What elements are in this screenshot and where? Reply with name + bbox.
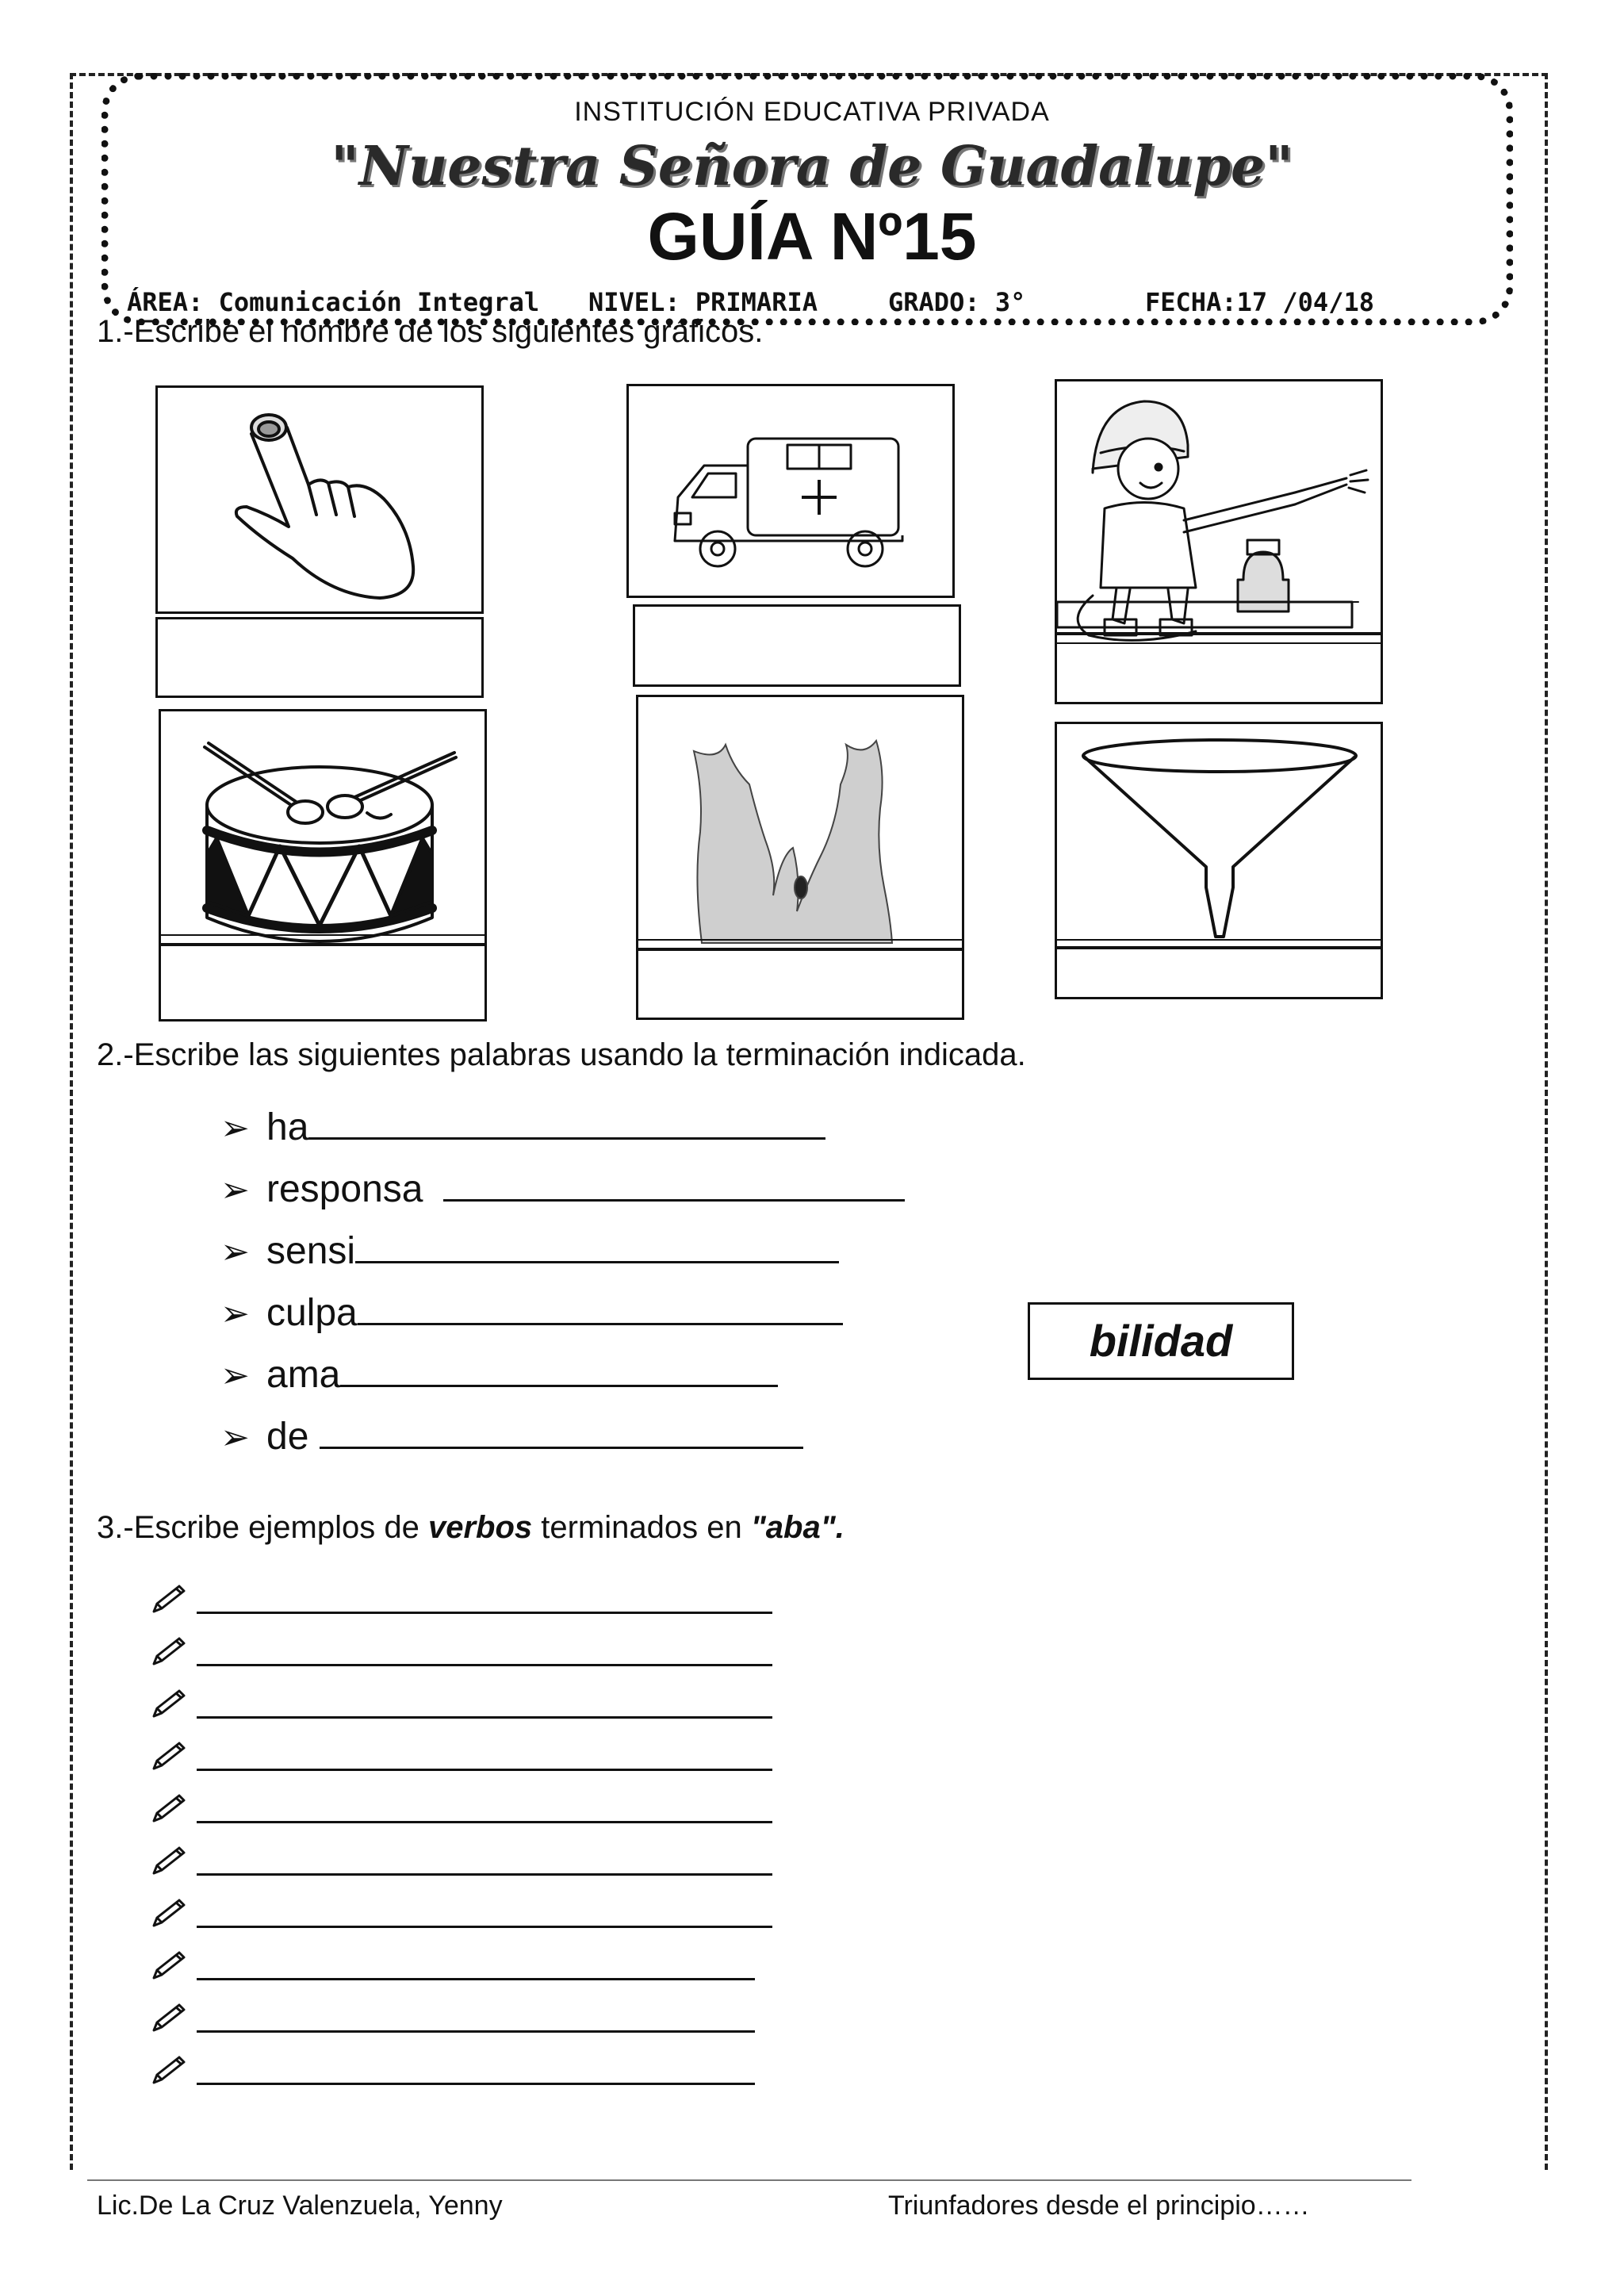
word-stem: culpa [266, 1292, 358, 1334]
verb-answer-row [149, 1634, 187, 1673]
pencil-icon [149, 1791, 187, 1826]
pencil-icon [149, 1686, 187, 1721]
area-label: ÁREA: Comunicación Integral [127, 287, 540, 317]
arrow-bullet-icon: ➢ [220, 1294, 250, 1333]
word-stem: ama [266, 1354, 341, 1396]
pencil-icon [149, 2053, 187, 2087]
verb-answer-row [149, 1948, 187, 1987]
suffix-box: bilidad [1028, 1302, 1294, 1380]
pencil-icon [149, 1948, 187, 1983]
verb-answer-row [149, 2053, 187, 2092]
answer-line[interactable] [358, 1291, 843, 1325]
footer-divider [87, 2179, 1411, 2181]
verb-answer-row [149, 1791, 187, 1830]
verb-answer-row [149, 1895, 187, 1935]
answer-line[interactable] [197, 1978, 755, 1980]
school-name: "Nuestra Señora de Guadalupe" [331, 135, 1293, 198]
answer-box-1[interactable] [155, 617, 484, 698]
picture-hand [155, 385, 484, 614]
funnel-icon [1057, 724, 1381, 997]
picture-ambulance [626, 384, 955, 598]
pencil-icon [149, 1843, 187, 1878]
question-3-text: 3.-Escribe ejemplos de [97, 1510, 428, 1545]
guide-title: GUÍA Nº15 [647, 199, 977, 274]
date-label: FECHA:17 /04/18 [1145, 287, 1374, 317]
answer-box-2[interactable] [633, 604, 961, 687]
answer-line[interactable] [197, 1664, 772, 1666]
word-stem: de [266, 1416, 309, 1458]
picture-firefighter [1055, 379, 1383, 704]
word-row-responsa [220, 1167, 905, 1211]
answer-line[interactable] [340, 1353, 778, 1387]
arrow-bullet-icon: ➢ [220, 1418, 250, 1457]
verb-answer-row [149, 1843, 187, 1883]
answer-line[interactable] [197, 1769, 772, 1771]
pencil-icon [149, 1738, 187, 1773]
answer-line[interactable] [320, 1415, 803, 1449]
answer-line[interactable] [197, 2030, 755, 2033]
answer-line[interactable] [197, 1612, 772, 1614]
answer-line[interactable] [355, 1229, 839, 1263]
answer-line[interactable] [443, 1167, 905, 1202]
picture-drum [159, 709, 487, 1022]
question-2-prompt: 2.-Escribe las siguientes palabras usando la terminación indicada. [97, 1037, 1026, 1072]
word-row-culpa [220, 1291, 843, 1335]
pencil-icon [149, 2000, 187, 2035]
arrow-bullet-icon: ➢ [220, 1232, 250, 1271]
question-1-prompt: 1.-Escribe el nombre de los siguientes gráficos. [97, 314, 764, 349]
pencil-icon [149, 1895, 187, 1930]
verb-answer-row [149, 2000, 187, 2040]
arrow-bullet-icon: ➢ [220, 1109, 250, 1148]
firefighter-icon [1057, 381, 1381, 702]
picture-funnel [1055, 722, 1383, 999]
word-row-ama [220, 1353, 778, 1397]
verb-answer-row [149, 1738, 187, 1778]
footer-motto: Triunfadores desde el principio…… [888, 2191, 1310, 2221]
arrow-bullet-icon: ➢ [220, 1171, 250, 1209]
word-stem: ha [266, 1106, 309, 1148]
verb-answer-row [149, 1686, 187, 1726]
word-row-sensi [220, 1229, 839, 1273]
drum-icon [161, 711, 485, 1019]
answer-line[interactable] [197, 1821, 772, 1823]
ambulance-icon [629, 386, 952, 596]
question-3-text-mid: terminados en [532, 1510, 751, 1545]
verb-answer-row [149, 1581, 187, 1621]
institution-label: INSTITUCIÓN EDUCATIVA PRIVADA [574, 97, 1050, 127]
word-row-ha [220, 1106, 825, 1149]
question-3-ending: "aba". [750, 1510, 845, 1545]
pencil-icon [149, 1634, 187, 1669]
word-row-de [220, 1415, 803, 1458]
answer-line[interactable] [197, 2083, 755, 2085]
hand-pointing-icon [158, 388, 481, 611]
word-stem: responsa [266, 1168, 423, 1210]
footer-author: Lic.De La Cruz Valenzuela, Yenny [97, 2191, 503, 2221]
answer-line[interactable] [197, 1926, 772, 1928]
answer-line[interactable] [197, 1716, 772, 1719]
level-label: NIVEL: PRIMARIA [588, 287, 818, 317]
question-3-keyword: verbos [427, 1510, 533, 1545]
picture-fire [636, 695, 964, 1020]
arrow-bullet-icon: ➢ [220, 1356, 250, 1395]
answer-line[interactable] [308, 1106, 825, 1140]
fire-flame-icon [638, 697, 962, 1018]
answer-line[interactable] [197, 1873, 772, 1876]
question-3-prompt [97, 1510, 845, 1546]
grade-label: GRADO: 3° [888, 287, 1026, 317]
pencil-icon [149, 1581, 187, 1616]
word-stem: sensi [266, 1230, 356, 1272]
